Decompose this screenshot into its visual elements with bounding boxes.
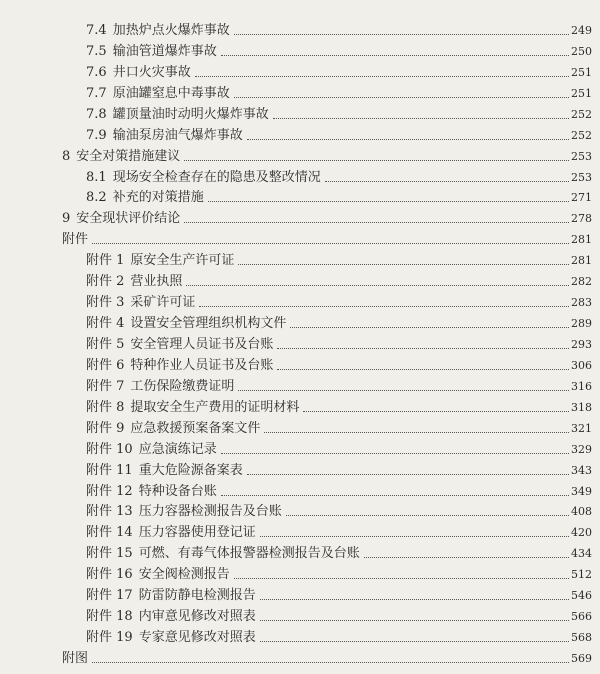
toc-entry-8 <box>62 148 592 166</box>
toc-title: 安全现状评价结论 <box>76 211 181 226</box>
toc-page-number: 321 <box>571 422 592 435</box>
toc-number: 附件 5 <box>86 337 125 352</box>
toc-title: 特种作业人员证书及台账 <box>130 358 274 373</box>
toc-page-number: 408 <box>571 505 592 518</box>
toc-entry-attachment-10 <box>86 441 592 459</box>
toc-title: 压力容器检测报告及台账 <box>138 504 282 519</box>
toc-title: 现场安全检查存在的隐患及整改情况 <box>112 170 321 185</box>
toc-page-number: 343 <box>571 464 592 477</box>
toc-page-number: 289 <box>571 317 592 330</box>
dot-leader <box>277 347 569 349</box>
dot-leader <box>199 305 569 307</box>
toc-number: 附件 8 <box>86 400 125 415</box>
toc-page-number: 250 <box>571 45 592 58</box>
dot-leader <box>303 410 569 412</box>
dot-leader <box>260 619 569 621</box>
toc-entry-attachment-4 <box>86 315 592 333</box>
toc-title: 安全管理人员证书及台账 <box>130 337 274 352</box>
toc-number: 附件 11 <box>86 463 133 478</box>
toc-page-number: 252 <box>571 108 592 121</box>
dot-leader <box>290 326 569 328</box>
toc-entry-attachment-18 <box>86 608 592 626</box>
toc-title: 压力容器使用登记证 <box>138 525 256 540</box>
toc-entry-attachment-11 <box>86 462 592 480</box>
toc-page-number: 318 <box>571 401 592 414</box>
toc-number: 附件 3 <box>86 295 125 310</box>
toc-number: 7.7 <box>86 86 107 101</box>
toc-number: 附件 16 <box>86 567 133 582</box>
toc-number: 8 <box>62 149 71 164</box>
toc-number: 附件 17 <box>86 588 133 603</box>
toc-entry-attachment-5 <box>86 336 592 354</box>
toc-number: 7.8 <box>86 107 107 122</box>
toc-number: 附件 14 <box>86 525 133 540</box>
toc-title: 工伤保险缴费证明 <box>130 379 235 394</box>
toc-number: 7.4 <box>86 23 107 38</box>
toc-page-number: 546 <box>571 589 592 602</box>
toc-number: 附件 1 <box>86 253 125 268</box>
dot-leader <box>247 138 569 140</box>
toc-number: 附件 18 <box>86 609 133 624</box>
toc-page-number: 434 <box>571 547 592 560</box>
toc-entry-7-4 <box>86 22 592 40</box>
toc-entry-attachment-6 <box>86 357 592 375</box>
toc-title: 应急救援预案备案文件 <box>130 421 261 436</box>
dot-leader <box>238 263 569 265</box>
toc-page-number: 253 <box>571 150 592 163</box>
toc-entry-attachment-15 <box>86 545 592 563</box>
toc-number: 附件 13 <box>86 504 133 519</box>
toc-title: 采矿许可证 <box>130 295 196 310</box>
dot-leader <box>238 389 569 391</box>
toc-title: 原油罐窒息中毒事故 <box>112 86 230 101</box>
toc-page-number: 316 <box>571 380 592 393</box>
dot-leader <box>234 577 569 579</box>
toc-page-number: 283 <box>571 296 592 309</box>
toc-number: 附件 4 <box>86 316 125 331</box>
toc-title: 防雷防静电检测报告 <box>138 588 256 603</box>
toc-title: 罐顶量油时动明火爆炸事故 <box>112 107 269 122</box>
dot-leader <box>184 221 569 223</box>
toc-number: 附件 7 <box>86 379 125 394</box>
toc-entry-attachment-16 <box>86 566 592 584</box>
toc-title: 加热炉点火爆炸事故 <box>112 23 230 38</box>
toc-title: 设置安全管理组织机构文件 <box>130 316 287 331</box>
toc-page-number: 281 <box>571 233 592 246</box>
toc-entry-figures <box>62 650 592 668</box>
dot-leader <box>186 284 569 286</box>
toc-entry-attachment-14 <box>86 524 592 542</box>
toc-title: 原安全生产许可证 <box>130 253 235 268</box>
toc-title: 输油管道爆炸事故 <box>112 44 217 59</box>
toc-page-number: 420 <box>571 526 592 539</box>
toc-title: 内审意见修改对照表 <box>138 609 256 624</box>
dot-leader <box>247 473 569 475</box>
toc-title: 安全阀检测报告 <box>138 567 230 582</box>
toc-number: 8.2 <box>86 190 107 205</box>
toc-page-number: 249 <box>571 24 592 37</box>
toc-title: 营业执照 <box>130 274 183 289</box>
dot-leader <box>92 661 569 663</box>
toc-page-number: 512 <box>571 568 592 581</box>
toc-number: 附件 6 <box>86 358 125 373</box>
toc-number: 9 <box>62 211 71 226</box>
dot-leader <box>221 494 569 496</box>
toc-page-number: 252 <box>571 129 592 142</box>
toc-page-number: 278 <box>571 212 592 225</box>
toc-page-number: 271 <box>571 191 592 204</box>
toc-entry-7-5 <box>86 43 592 61</box>
toc-page-number: 293 <box>571 338 592 351</box>
toc-page-number: 251 <box>571 87 592 100</box>
toc-title: 附件 <box>62 232 89 247</box>
dot-leader <box>277 368 569 370</box>
toc-title: 输油泵房油气爆炸事故 <box>112 128 243 143</box>
toc-entry-7-8 <box>86 106 592 124</box>
toc-entry-attachment-8 <box>86 399 592 417</box>
toc-number: 附件 19 <box>86 630 133 645</box>
toc-title: 提取安全生产费用的证明材料 <box>130 400 300 415</box>
toc-title: 重大危险源备案表 <box>138 463 243 478</box>
toc-entry-9 <box>62 210 592 228</box>
toc-title: 补充的对策措施 <box>112 190 204 205</box>
toc-page-number: 282 <box>571 275 592 288</box>
toc-entry-attachment-2 <box>86 273 592 291</box>
dot-leader <box>184 159 569 161</box>
dot-leader <box>286 514 569 516</box>
toc-title: 应急演练记录 <box>138 442 217 457</box>
toc-entry-appendix <box>62 231 592 249</box>
toc-number: 7.5 <box>86 44 107 59</box>
toc-entry-attachment-9 <box>86 420 592 438</box>
toc-page-number: 253 <box>571 171 592 184</box>
toc-entry-attachment-12 <box>86 483 592 501</box>
toc-number: 7.6 <box>86 65 107 80</box>
toc-title: 附图 <box>62 651 89 666</box>
dot-leader <box>195 75 569 77</box>
toc-title: 井口火灾事故 <box>112 65 191 80</box>
toc-title: 安全对策措施建议 <box>76 149 181 164</box>
dot-leader <box>273 117 569 119</box>
dot-leader <box>221 54 569 56</box>
toc-page-number: 306 <box>571 359 592 372</box>
toc-entry-attachment-1 <box>86 252 592 270</box>
toc-number: 附件 9 <box>86 421 125 436</box>
toc-title: 专家意见修改对照表 <box>138 630 256 645</box>
toc-entry-attachment-13 <box>86 503 592 521</box>
dot-leader <box>221 452 569 454</box>
toc-number: 附件 10 <box>86 442 133 457</box>
toc-entry-8-1 <box>86 169 592 187</box>
toc-number: 7.9 <box>86 128 107 143</box>
dot-leader <box>234 96 569 98</box>
toc-entry-attachment-7 <box>86 378 592 396</box>
toc-page-number: 568 <box>571 631 592 644</box>
toc-page-number: 566 <box>571 610 592 623</box>
dot-leader <box>260 598 569 600</box>
toc-page-number: 251 <box>571 66 592 79</box>
toc-entry-7-7 <box>86 85 592 103</box>
dot-leader <box>264 431 569 433</box>
toc-entry-attachment-17 <box>86 587 592 605</box>
toc-number: 附件 2 <box>86 274 125 289</box>
toc-entry-7-9 <box>86 127 592 145</box>
toc-page-number: 329 <box>571 443 592 456</box>
dot-leader <box>92 242 569 244</box>
toc-entry-8-2 <box>86 189 592 207</box>
dot-leader <box>364 556 569 558</box>
toc-title: 可燃、有毒气体报警器检测报告及台账 <box>138 546 360 561</box>
toc-page-number: 349 <box>571 485 592 498</box>
dot-leader <box>260 535 569 537</box>
dot-leader <box>325 180 569 182</box>
toc-page-number: 569 <box>571 652 592 665</box>
dot-leader <box>260 640 569 642</box>
dot-leader <box>234 33 569 35</box>
toc-title: 特种设备台账 <box>138 484 217 499</box>
toc-entry-attachment-19 <box>86 629 592 647</box>
toc-entry-attachment-3 <box>86 294 592 312</box>
dot-leader <box>208 200 569 202</box>
toc-number: 附件 12 <box>86 484 133 499</box>
toc-number: 8.1 <box>86 170 107 185</box>
toc-page-number: 281 <box>571 254 592 267</box>
toc-number: 附件 15 <box>86 546 133 561</box>
toc-entry-7-6 <box>86 64 592 82</box>
